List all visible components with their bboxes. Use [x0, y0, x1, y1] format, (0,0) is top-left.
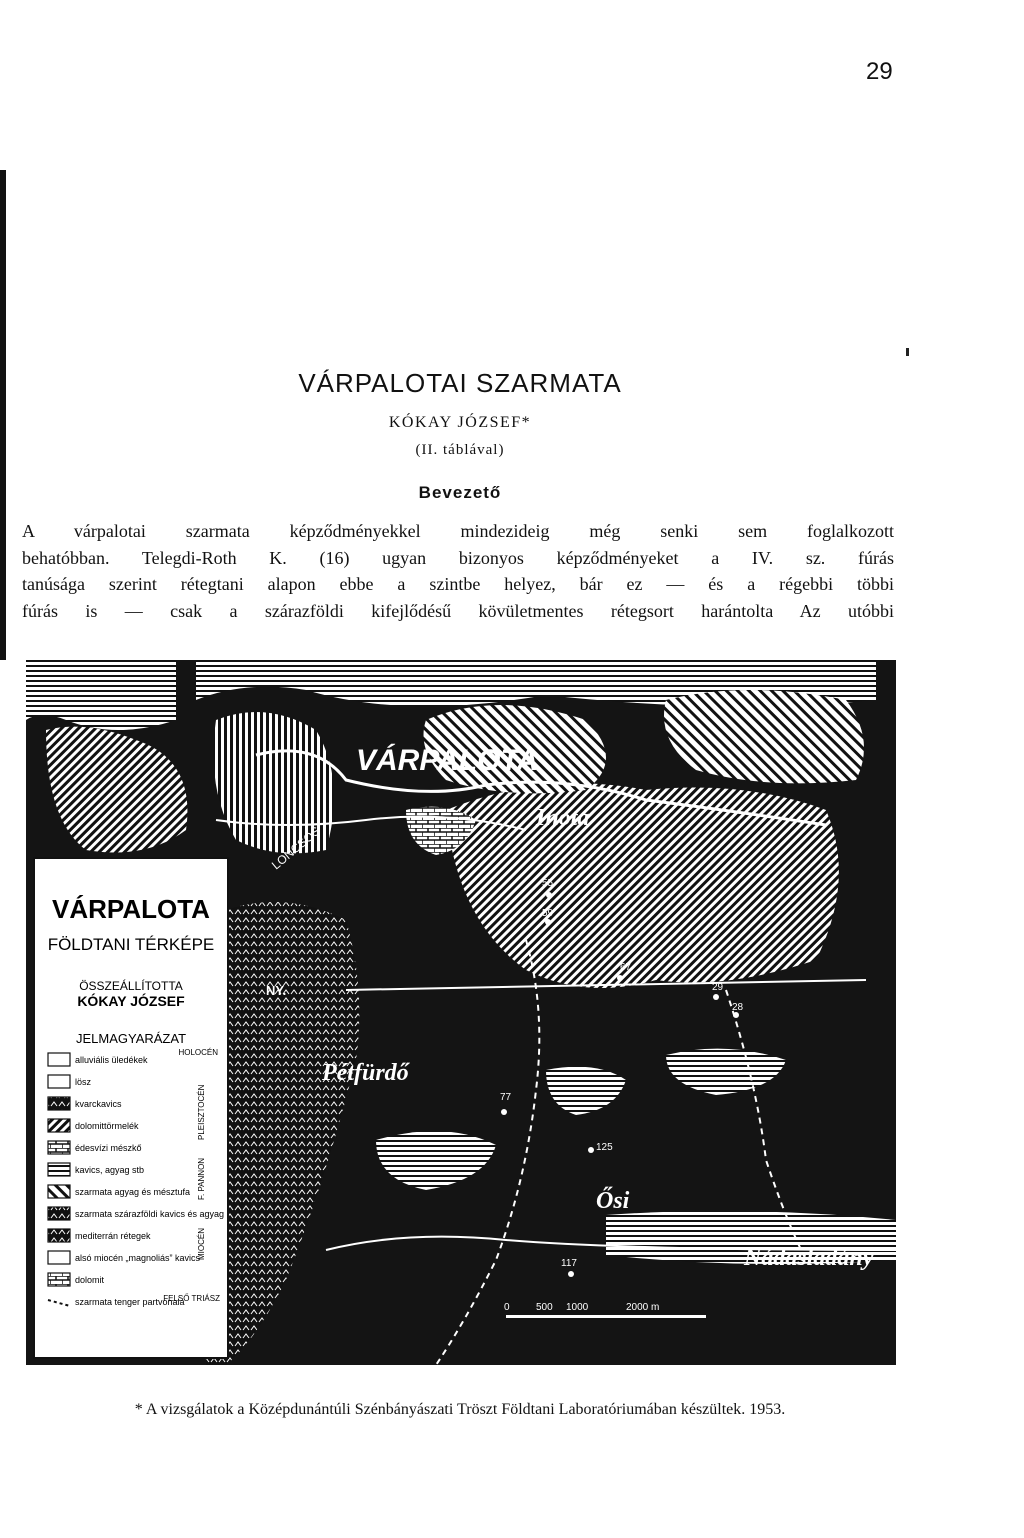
article-title: VÁRPALOTAI SZARMATA — [298, 368, 622, 398]
well-label: 67 — [620, 962, 632, 973]
legend-item — [48, 1053, 148, 1066]
well-label: 59 — [542, 908, 554, 919]
legend-item — [48, 1141, 142, 1154]
well-label: 117 — [561, 1258, 577, 1269]
scale-label: 2000 m — [626, 1302, 660, 1313]
intro-paragraph — [22, 518, 894, 624]
legend-label: alsó miocén „magnoliás” kavics — [75, 1253, 201, 1263]
age-felso-triasz: FELSŐ TRIÁSZ — [163, 1294, 220, 1303]
margin-mark — [906, 348, 909, 356]
legend-swatch — [48, 1141, 70, 1154]
well-label: 28 — [732, 1002, 744, 1013]
legend-label: lösz — [75, 1077, 92, 1087]
legend-item — [48, 1075, 92, 1088]
plate-note: (II. táblával) — [415, 442, 505, 458]
legend-item — [48, 1273, 105, 1286]
paragraph-line: fúrás is — csak a szárazföldi kifejlődésű kövületmentes rétegsort harántolta Az utóbbi — [22, 600, 894, 621]
legend-item — [48, 1097, 122, 1110]
label-loncsos: LONCSOS — [268, 823, 323, 873]
legend-label: kvarckavics — [75, 1099, 122, 1109]
compiled-by-label: ÖSSZEÁLLÍTOTTA — [79, 979, 183, 993]
compiled-by-name: KÓKAY JÓZSEF — [77, 993, 185, 1009]
legend-label: dolomittörmelék — [75, 1121, 139, 1131]
label-osi: Ősi — [596, 1188, 630, 1214]
age-holocen: HOLOCÉN — [178, 1048, 218, 1057]
legend-swatch — [48, 1185, 70, 1198]
legend-label: alluviális üledékek — [75, 1055, 148, 1065]
age-pleisztocen: PLEISZTOCÉN — [197, 1084, 206, 1140]
age-miocen: MIOCÉN — [197, 1228, 206, 1260]
page-number: 29 — [866, 58, 893, 85]
legend-label: kavics, agyag stb — [75, 1165, 145, 1175]
legend-label: dolomit — [75, 1275, 105, 1285]
legend-swatch — [48, 1053, 70, 1066]
legend-swatch — [48, 1251, 70, 1264]
legend-item — [48, 1163, 144, 1176]
legend-item — [48, 1207, 224, 1220]
label-ny: NY. — [266, 983, 287, 998]
scale-label: 500 — [536, 1302, 553, 1313]
well-label: 77 — [500, 1092, 512, 1103]
section-heading: Bevezető — [418, 483, 502, 502]
legend-swatch — [48, 1207, 70, 1220]
legend-swatch — [48, 1229, 70, 1242]
legend-swatch — [48, 1097, 70, 1110]
legend-swatch — [48, 1075, 70, 1088]
map-title: VÁRPALOTA — [52, 894, 210, 924]
paragraph-line: tanúsága szerint rétegtani alapon ebbe a szintbe helyez, bár ez — és a régebbi többi — [22, 574, 894, 594]
legend-label: szarmata szárazföldi kavics és agyag — [75, 1209, 225, 1219]
map-subtitle: FÖLDTANI TÉRKÉPE — [47, 935, 215, 954]
legend-item — [48, 1119, 139, 1132]
scale-label: 0 — [504, 1302, 510, 1313]
legend-swatch — [48, 1119, 70, 1132]
paragraph-line: behatóbban. Telegdi-Roth K. (16) ugyan bizonyos képződményeket a IV. sz. fúrás — [22, 547, 894, 568]
footnote: * A vizsgálatok a Középdunántúli Szénbányászati Tröszt Földtani Laboratóriumában készültek. 1953. — [134, 1401, 786, 1418]
well-label: 125 — [596, 1142, 613, 1153]
legend-item — [48, 1229, 151, 1242]
legend-heading: JELMAGYARÁZAT — [75, 1031, 187, 1046]
article-author: KÓKAY JÓZSEF* — [388, 414, 532, 431]
label-varpalota: VÁRPALOTA — [356, 744, 539, 777]
legend-label: mediterrán rétegek — [75, 1231, 151, 1241]
map-legend — [34, 858, 228, 1358]
legend-swatch — [48, 1163, 70, 1176]
legend-item — [48, 1185, 190, 1198]
well-label: 29 — [712, 982, 724, 993]
label-nadasladany: Nádasladány — [744, 1245, 874, 1271]
label-petfurdo: Pétfürdő — [322, 1060, 409, 1086]
age-pannon: F. PANNON — [197, 1157, 206, 1200]
legend-label: szarmata tenger partvonala — [75, 1297, 185, 1307]
legend-swatch — [48, 1273, 70, 1286]
well-label: 55 — [542, 878, 554, 889]
legend-label: édesvízi mészkő — [75, 1143, 142, 1153]
geological-map — [26, 660, 896, 1365]
label-inota: Inota — [536, 805, 590, 831]
paragraph-line: A várpalotai szarmata képződményekkel mindezideig még senki sem foglalkozott — [22, 521, 894, 541]
scale-label: 1000 — [566, 1302, 589, 1313]
legend-label: szarmata agyag és mésztufa — [75, 1187, 191, 1197]
